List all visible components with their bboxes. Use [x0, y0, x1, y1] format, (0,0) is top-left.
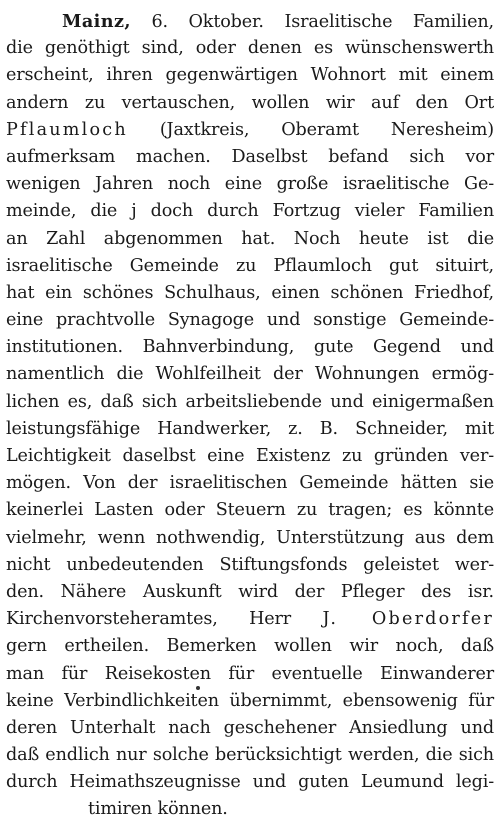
place-name: Pflaumloch	[6, 119, 128, 140]
article-line-22: den. Nähere Auskunft wird der Pfleger des isr.	[6, 581, 494, 602]
dateline-place: Mainz,	[62, 11, 131, 32]
article-line-6: aufmerksam machen. Daselbst befand sich vor	[6, 146, 494, 167]
article-line-3: erscheint, ihren gegenwärtigen Wohnort mit einem	[6, 65, 494, 86]
dateline-date: 6. Oktober.	[151, 12, 264, 32]
article-line-19: keinerlei Lasten oder Steuern zu tragen; es könnte	[6, 500, 494, 521]
article-line-11: hat ein schönes Schulhaus, einen schönen Friedhof,	[6, 282, 494, 303]
article-line-9: an Zahl abgenommen hat. Noch heute ist die	[6, 228, 494, 249]
person-name: J. Oberdorfer	[322, 609, 494, 630]
article-line-27: deren Unterhalt nach geschehener Ansiedlung und	[6, 717, 494, 738]
article-line-15: lichen es, daß sich arbeitsliebende und einigermaßen	[6, 391, 494, 412]
article-line-24: gern ertheilen. Bemerken wollen wir noch, daß	[6, 636, 494, 657]
line-text: Israelitische Familien,	[284, 12, 494, 32]
article-line-4: andern zu vertauschen, wollen wir auf den Ort	[6, 92, 494, 113]
article-line-16: leistungsfähige Handwerker, z. B. Schneider, mit	[6, 418, 494, 439]
article-line-17: Leichtigkeit daselbst eine Existenz zu gründen ver-	[6, 446, 494, 466]
article-line-13: institutionen. Bahnverbindung, gute Gegend und	[6, 337, 494, 358]
article-line-2: die genöthigt sind, oder denen es wünschenswerth	[6, 38, 494, 59]
article-line-30: timiren können.	[88, 799, 228, 820]
line-text: (Jaxtkreis, Oberamt Neresheim)	[159, 119, 494, 140]
article-line-25: man für Reisekosten für eventuelle Einwanderer	[6, 663, 494, 684]
article-line-10: israelitische Gemeinde zu Pflaumloch gut situirt,	[6, 255, 494, 276]
print-speck	[196, 686, 200, 690]
article-line-8: meinde, die j doch durch Fortzug vieler Familien	[6, 201, 494, 222]
article-line-14: namentlich die Wohlfeilheit der Wohnungen ermög-	[6, 364, 494, 385]
article-line-29: durch Heimathszeugnisse und guten Leumund legi-	[6, 772, 494, 793]
article-line-20: vielmehr, wenn nothwendig, Unterstützung aus dem	[6, 527, 494, 548]
article-line-5	[6, 117, 494, 144]
article-line-26: keine Verbindlichkeiten übernimmt, ebensowenig für	[6, 690, 494, 711]
article-line-12: eine prachtvolle Synagoge und sonstige Gemeinde-	[6, 310, 494, 331]
article-line-21: nicht unbedeutenden Stiftungsfonds geleistet wer-	[6, 554, 494, 575]
article-line-28: daß endlich nur solche berücksichtigt werden, die sich	[6, 745, 494, 766]
line-text: Kirchenvorsteheramtes, Herr	[6, 609, 292, 630]
article-line-1	[6, 8, 494, 35]
article-line-18: mögen. Von der israelitischen Gemeinde hätten sie	[6, 473, 494, 494]
article-line-23	[6, 606, 494, 633]
article-line-7: wenigen Jahren noch eine große israelitische Ge-	[6, 174, 494, 195]
